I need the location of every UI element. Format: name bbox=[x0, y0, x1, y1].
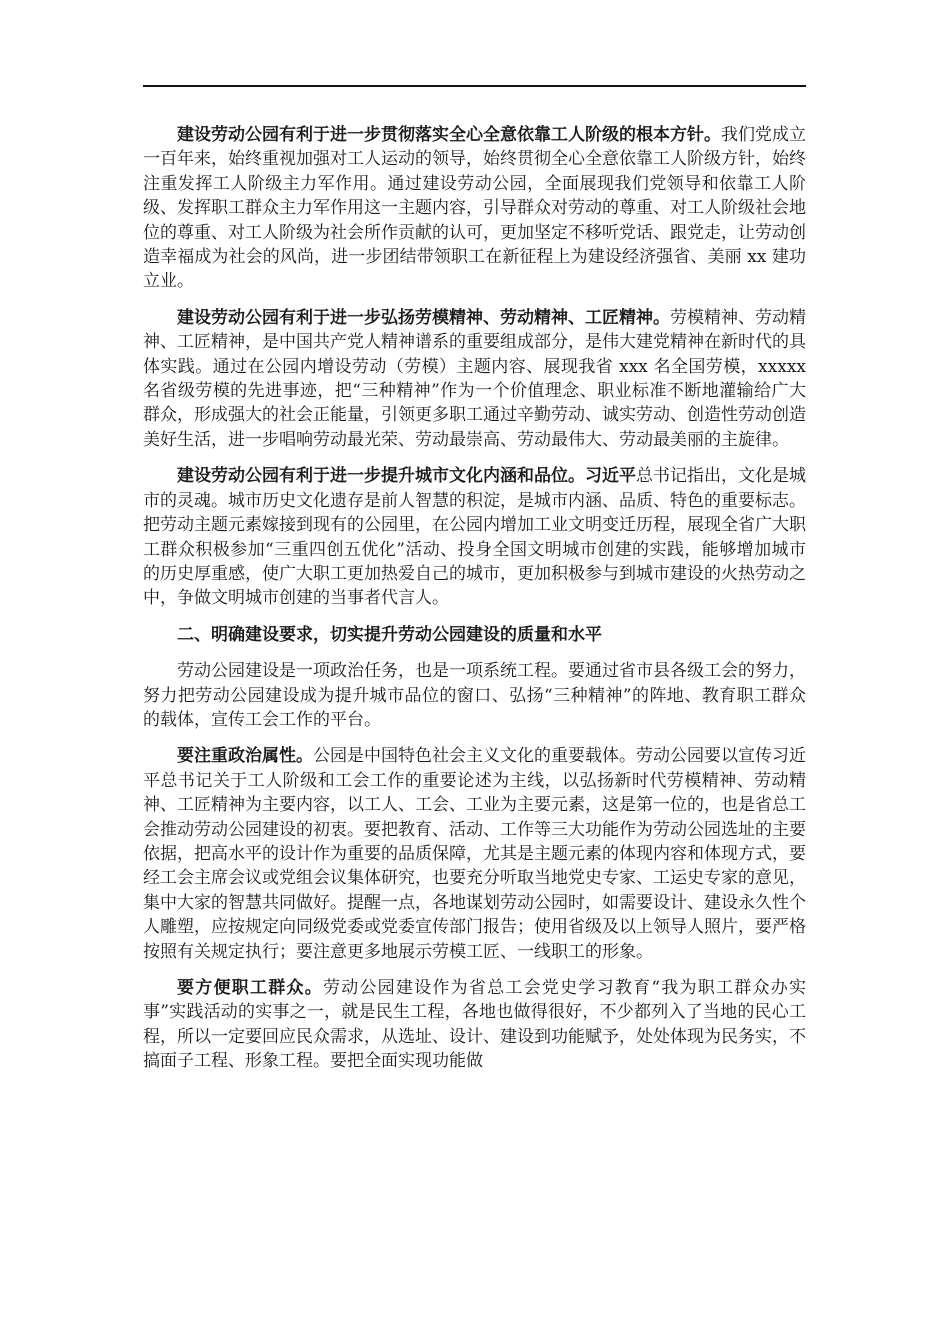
paragraph-text: 劳动公园建设作为省总工会党史学习教育“我为职工群众办实事”实践活动的实事之一，就是民生工程，各地也做得很好，不少都列入了当地的民心工程，所以一定要回应民众需求，从选址、设计、建设到功能赋予，处处体现为民务实，不搞面子工程、形象工程。要把全面实现功能做 bbox=[143, 978, 806, 1072]
paragraph-lead: 建设劳动公园有利于进一步贯彻落实全心全意依靠工人阶级的根本方针。 bbox=[177, 125, 721, 145]
section-intro: 劳动公园建设是一项政治任务，也是一项系统工程。要通过省市县各级工会的努力，努力把劳动公园建设成为提升城市品位的窗口、弘扬“三种精神”的阵地、教育职工群众的载体，宣传工会工作的平台。 bbox=[143, 661, 806, 730]
header-rule bbox=[143, 85, 806, 87]
paragraph-text: 总书记指出，文化是城市的灵魂。城市历史文化遗存是前人智慧的积淀，是城市内涵、品质、特色的重要标志。把劳动主题元素嫁接到现有的公园里，在公园内增加工业文明变迁历程，展现全省广大职工群众积极参加“三重四创五优化”活动、投身全国文明城市创建的实践，能够增加城市的历史厚重感，使广大职工更加热爱自己的城市，更加积极参与到城市建设的火热劳动之中，争做文明城市创建的当事者代言人。 bbox=[143, 466, 806, 609]
paragraph-lead: 要方便职工群众。 bbox=[177, 978, 323, 998]
paragraph-labor-park-working-class bbox=[143, 123, 806, 294]
paragraph-lead: 建设劳动公园有利于进一步提升城市文化内涵和品位。习近平 bbox=[177, 466, 636, 487]
section-heading: 二、明确建设要求，切实提升劳动公园建设的质量和水平 bbox=[177, 624, 602, 645]
paragraph-labor-park-spirit bbox=[143, 306, 806, 452]
paragraph-text: 我们党成立一百年来，始终重视加强对工人运动的领导，始终贯彻全心全意依靠工人阶级方针，始终注重发挥工人阶级主力军作用。通过建设劳动公园，全面展现我们党领导和依靠工人阶级、发挥职工群众主力军作用这一主题内容，引导群众对劳动的尊重、对工人阶级社会地位的尊重、对工人阶级为社会所作贡献的认可，更加坚定不移听党话、跟党走，让劳动创造幸福成为社会的风尚，进一步团结带领职工在新征程上为建设经济强省、美丽 xx 建功立业。 bbox=[143, 125, 806, 292]
document-body bbox=[143, 123, 806, 1086]
paragraph-lead: 要注重政治属性。 bbox=[177, 746, 313, 767]
paragraph-political-attribute bbox=[143, 744, 806, 964]
paragraph-labor-park-city-culture bbox=[143, 464, 806, 610]
paragraph-text: 公园是中国特色社会主义文化的重要载体。劳动公园要以宣传习近平总书记关于工人阶级和工会工作的重要论述为主线，以弘扬新时代劳模精神、劳动精神、工匠精神为主要内容，以工人、工会、工业为主要元素，这是第一位的，也是省总工会推动劳动公园建设的初衷。要把教育、活动、工作等三大功能作为劳动公园选址的主要依据，把高水平的设计作为重要的品质保障，尤其是主题元素的体现内容和体现方式，要经工会主席会议或党组会议集体研究，也要充分听取当地党史专家、工运史专家的意见，集中大家的智慧共同做好。提醒一点，各地谋划劳动公园时，如需要设计、建设永久性个人雕塑，应按规定向同级党委或党委宣传部门报告；使用省级及以上领导人照片，要严格按照有关规定执行；要注意更多地展示劳模工匠、一线职工的形象。 bbox=[143, 746, 806, 962]
paragraph-lead: 建设劳动公园有利于进一步弘扬劳模精神、劳动精神、工匠精神。 bbox=[177, 307, 670, 328]
paragraph-text: 劳模精神、劳动精神、工匠精神，是中国共产党人精神谱系的重要组成部分，是伟大建党精神在新时代的具体实践。通过在公园内增设劳动（劳模）主题内容、展现我省 xxx 名全国劳模，xxxxx 名省级劳模的先进事迹，把“三种精神”作为一个价值理念、职业标准不断地灌输给广大群众，形成强大的社会正能量，引领更多职工通过辛勤劳动、诚实劳动、创造性劳动创造美好生活，进一步唱响劳动最光荣、劳动最崇高、劳动最伟大、劳动最美丽的主旋律。 bbox=[143, 307, 806, 450]
paragraph-serve-workers bbox=[143, 976, 806, 1074]
